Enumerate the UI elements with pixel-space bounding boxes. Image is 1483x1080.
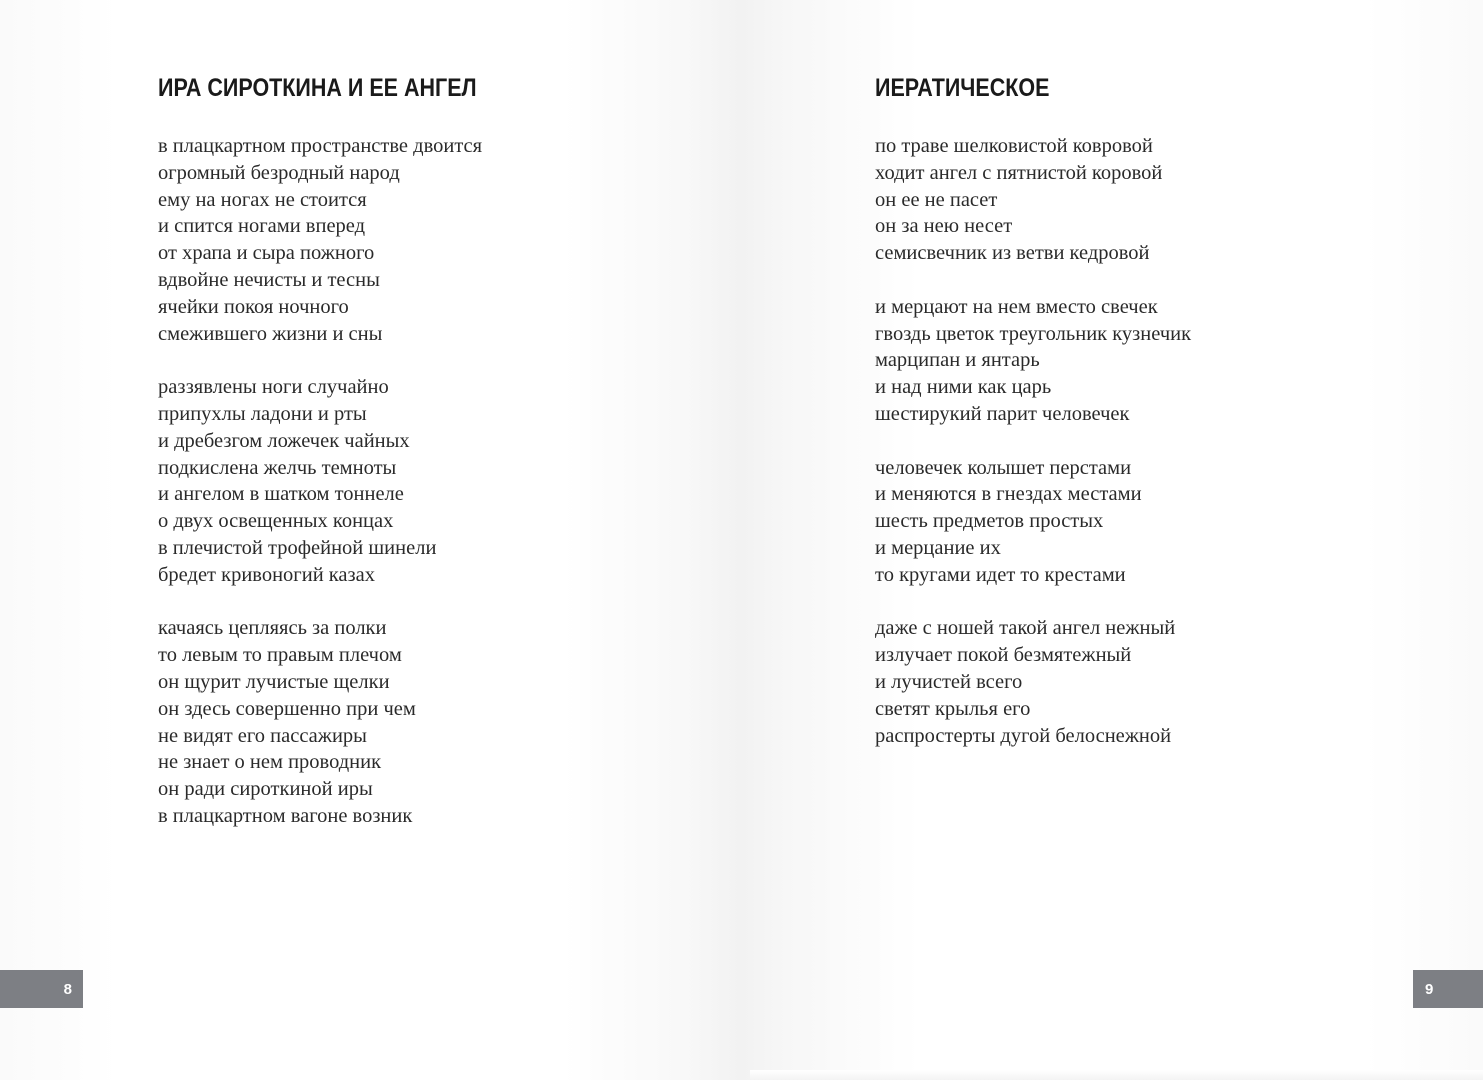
- stanza: [158, 374, 482, 588]
- poem-line: и дребезгом ложечек чайных: [158, 429, 410, 452]
- poem-title: ИРА СИРОТКИНА И ЕЕ АНГЕЛ: [158, 74, 477, 102]
- poem-line: и спится ногами вперед: [158, 215, 366, 238]
- poem-line: бредет кривоногий казах: [158, 563, 375, 586]
- poem-line: светят крылья его: [875, 697, 1031, 720]
- poem-line: и мерцание их: [875, 536, 1001, 559]
- right-page: [741, 0, 1483, 1080]
- poem-line: он за нею несет: [875, 215, 1013, 238]
- poem-line: распростерты дугой белоснежной: [875, 724, 1172, 747]
- poem-line: по траве шелковистой ковровой: [875, 135, 1153, 157]
- poem-line: и мерцают на нем вместо свечек: [875, 295, 1158, 318]
- poem-line: он здесь совершенно при чем: [158, 697, 416, 720]
- poem-line: марципан и янтарь: [875, 349, 1040, 372]
- page-number-tab: [1413, 970, 1483, 1008]
- stanza: [158, 133, 482, 347]
- page-number: 9: [1425, 980, 1434, 998]
- poem-title: ИЕРАТИЧЕСКОЕ: [875, 74, 1050, 102]
- poem-line: качаясь цепляясь за полки: [158, 617, 387, 640]
- left-page: [0, 0, 741, 1080]
- stanza: [875, 294, 1191, 428]
- poem-line: припухлы ладони и рты: [158, 402, 367, 425]
- poem-line: не знает о нем проводник: [158, 751, 382, 774]
- poem-line: и меняются в гнездах местами: [875, 483, 1142, 506]
- poem-line: излучает покой безмятежный: [875, 644, 1132, 667]
- poem-line: вдвойне нечисты и тесны: [158, 268, 380, 291]
- stanza: [875, 455, 1191, 589]
- poem-line: не видят его пассажиры: [158, 724, 367, 747]
- stanza: [158, 615, 482, 829]
- poem-line: семисвечник из ветви кедровой: [875, 242, 1150, 265]
- stanza: [875, 133, 1191, 267]
- poem-line: то кругами идет то крестами: [875, 563, 1126, 586]
- poem-line: он ради сироткиной иры: [158, 778, 373, 801]
- poem-line: огромный безродный народ: [158, 161, 400, 184]
- poem-line: гвоздь цветок треугольник кузнечик: [875, 322, 1192, 345]
- poem-line: ему на ногах не стоится: [158, 188, 367, 211]
- poem-body: [875, 133, 1191, 776]
- page-edge-shadow: [750, 1070, 1483, 1080]
- poem-line: подкислена желчь темноты: [158, 456, 397, 479]
- poem-line: шесть предметов простых: [875, 510, 1104, 533]
- poem-line: и ангелом в шатком тоннеле: [158, 483, 404, 506]
- poem-line: смежившего жизни и сны: [158, 322, 383, 345]
- poem-line: в плацкартном пространстве двоится: [158, 135, 483, 157]
- poem-line: от храпа и сыра пожного: [158, 242, 375, 265]
- poem-line: в плечистой трофейной шинели: [158, 536, 437, 559]
- poem-line: человечек колышет перстами: [875, 456, 1132, 479]
- poem-line: даже с ношей такой ангел нежный: [875, 617, 1176, 640]
- poem-line: ячейки покоя ночного: [158, 295, 349, 318]
- poem-body: [158, 133, 482, 857]
- poem-line: он ее не пасет: [875, 188, 998, 211]
- poem-line: в плацкартном вагоне возник: [158, 804, 413, 827]
- poem-line: то левым то правым плечом: [158, 644, 402, 667]
- page-number: 8: [63, 980, 72, 998]
- poem-line: ходит ангел с пятнистой коровой: [875, 161, 1163, 184]
- poem-line: раззявлены ноги случайно: [158, 376, 389, 399]
- poem-line: он щурит лучистые щелки: [158, 670, 390, 693]
- poem-line: о двух освещенных концах: [158, 510, 394, 533]
- poem-line: и лучистей всего: [875, 670, 1023, 693]
- poem-line: шестирукий парит человечек: [875, 402, 1130, 425]
- stanza: [875, 615, 1191, 749]
- page-number-tab: [0, 970, 83, 1008]
- poem-line: и над ними как царь: [875, 376, 1052, 399]
